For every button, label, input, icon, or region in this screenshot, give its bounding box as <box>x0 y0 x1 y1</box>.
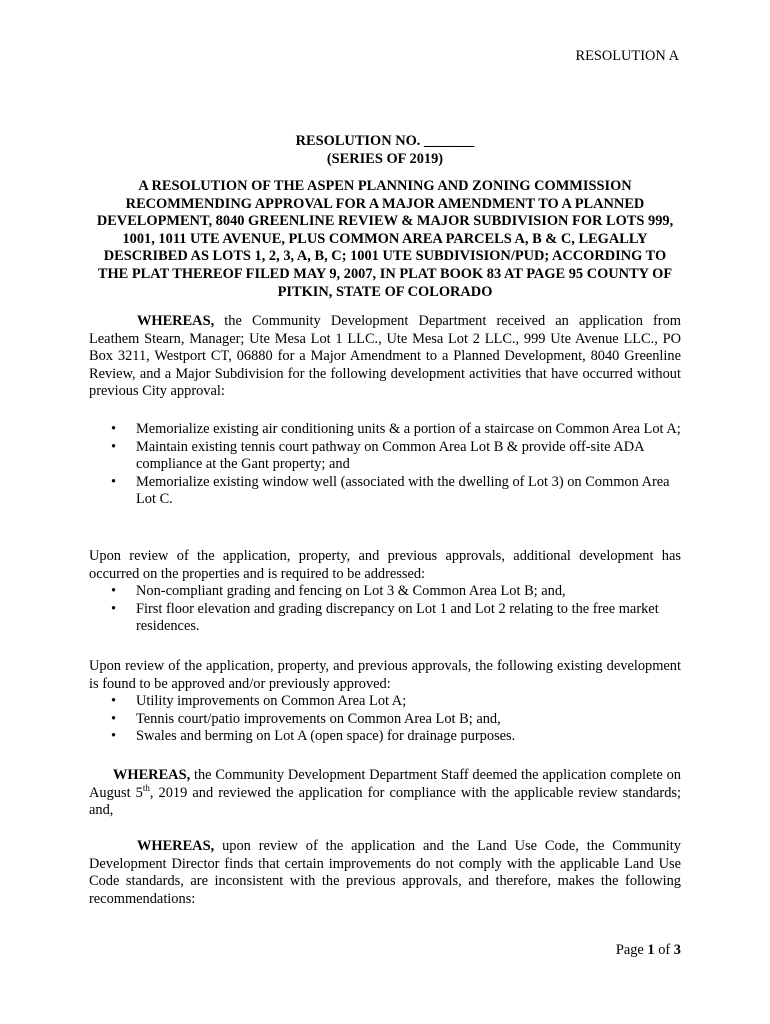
list-item-text: Utility improvements on Common Area Lot A; <box>136 693 407 709</box>
list-item <box>89 421 681 439</box>
whereas-lead: WHEREAS, <box>137 838 215 854</box>
bullet-icon: • <box>111 600 117 617</box>
resolution-heading: A RESOLUTION OF THE ASPEN PLANNING AND ZONING COMMISSION RECOMMENDING APPROVAL FOR A MAJOR AMENDMENT TO A PLANNED DEVELOPMENT, 8040 GREENLINE REVIEW & MAJOR SUBDIVISION FOR LOTS 999, 1001, 1011 UTE AVENUE, PLUS COMMON AREA PARCELS A, B & C, LEGALLY DESCRIBED AS LOTS 1, 2, 3, A, B, C; 1001 UTE SUBDIVISION/PUD; ACCORDING TO THE PLAT THEREOF FILED MAY 9, 2007, IN PLAT BOOK 83 AT PAGE 95 COUNTY OF PITKIN, STATE OF COLORADO <box>96 178 674 300</box>
document-header-label: RESOLUTION A <box>575 48 679 64</box>
bullet-list-1 <box>89 421 681 509</box>
bullet-list-3 <box>89 693 681 746</box>
list-item-text: Non-compliant grading and fencing on Lot 3 & Common Area Lot B; and, <box>136 583 566 599</box>
list-item-text: Memorialize existing air conditioning units & a portion of a staircase on Common Area Lot A; <box>136 421 681 437</box>
bullet-icon: • <box>111 473 117 490</box>
paragraph-text: the Community Development Department received an application from Leathem Stearn, Manager; Ute Mesa Lot 1 LLC., Ute Mesa Lot 2 LLC., 999 Ute Avenue LLC., PO Box 3211, Westport CT, 06880 for a Major Amendment to a Planned Development, 8040 Greenline Review, and a Major Subdivision for the following development activities that have occurred without previous City approval: <box>89 313 681 400</box>
bullet-icon: • <box>111 728 117 745</box>
whereas-lead: WHEREAS, <box>113 767 191 783</box>
list-item <box>89 439 681 474</box>
review-paragraph-2: Upon review of the application, property, and previous approvals, the following existing development is found to be approved and/or previously approved: <box>89 658 681 692</box>
whereas-paragraph-1 <box>89 313 681 401</box>
bullet-icon: • <box>111 693 117 709</box>
review-paragraph-1: Upon review of the application, property, and previous approvals, additional development has occurred on the properties and is required to be addressed: <box>89 548 681 582</box>
list-item <box>89 693 681 711</box>
list-item-text: First floor elevation and grading discrepancy on Lot 1 and Lot 2 relating to the free market residences. <box>136 600 659 635</box>
whereas-paragraph-3 <box>89 838 681 908</box>
page-word: Page <box>615 942 648 958</box>
bullet-list-2 <box>89 583 681 636</box>
bullet-icon: • <box>111 710 117 727</box>
paragraph-text: , 2019 and reviewed the application for compliance with the applicable review standards; and, <box>89 784 681 819</box>
page-total: 3 <box>673 942 681 958</box>
list-item-text: Swales and berming on Lot A (open space) for drainage purposes. <box>136 728 516 745</box>
list-item-text: Maintain existing tennis court pathway on Common Area Lot B & provide off-site ADA compliance at the Gant property; and <box>136 438 644 473</box>
paragraph-text: upon review of the application and the Land Use Code, the Community Development Director finds that certain improvements do not comply with the applicable Land Use Code standards, are inconsistent with the previous approvals, and therefore, makes the following recommendations: <box>89 838 681 907</box>
ordinal-superscript: th <box>142 782 150 793</box>
paragraph-text: the Community Development Department Staff deemed the application complete on August 5 <box>89 767 681 801</box>
bullet-icon: • <box>111 438 117 455</box>
page-number: 1 <box>647 942 655 958</box>
list-item <box>89 601 681 636</box>
list-item <box>89 583 681 601</box>
of-word: of <box>654 942 674 958</box>
resolution-series: (SERIES OF 2019) <box>326 151 444 167</box>
list-item <box>89 711 681 729</box>
list-item <box>89 728 681 746</box>
list-item-text: Tennis court/patio improvements on Common Area Lot B; and, <box>136 710 501 727</box>
resolution-number: RESOLUTION NO. _______ <box>295 133 475 149</box>
bullet-icon: • <box>111 583 117 599</box>
list-item-text: Memorialize existing window well (associated with the dwelling of Lot 3) on Common Area Lot C. <box>136 473 670 508</box>
whereas-paragraph-2 <box>89 767 681 820</box>
whereas-lead: WHEREAS, <box>137 313 215 329</box>
bullet-icon: • <box>111 421 117 437</box>
list-item <box>89 474 681 509</box>
page-footer <box>616 942 681 960</box>
